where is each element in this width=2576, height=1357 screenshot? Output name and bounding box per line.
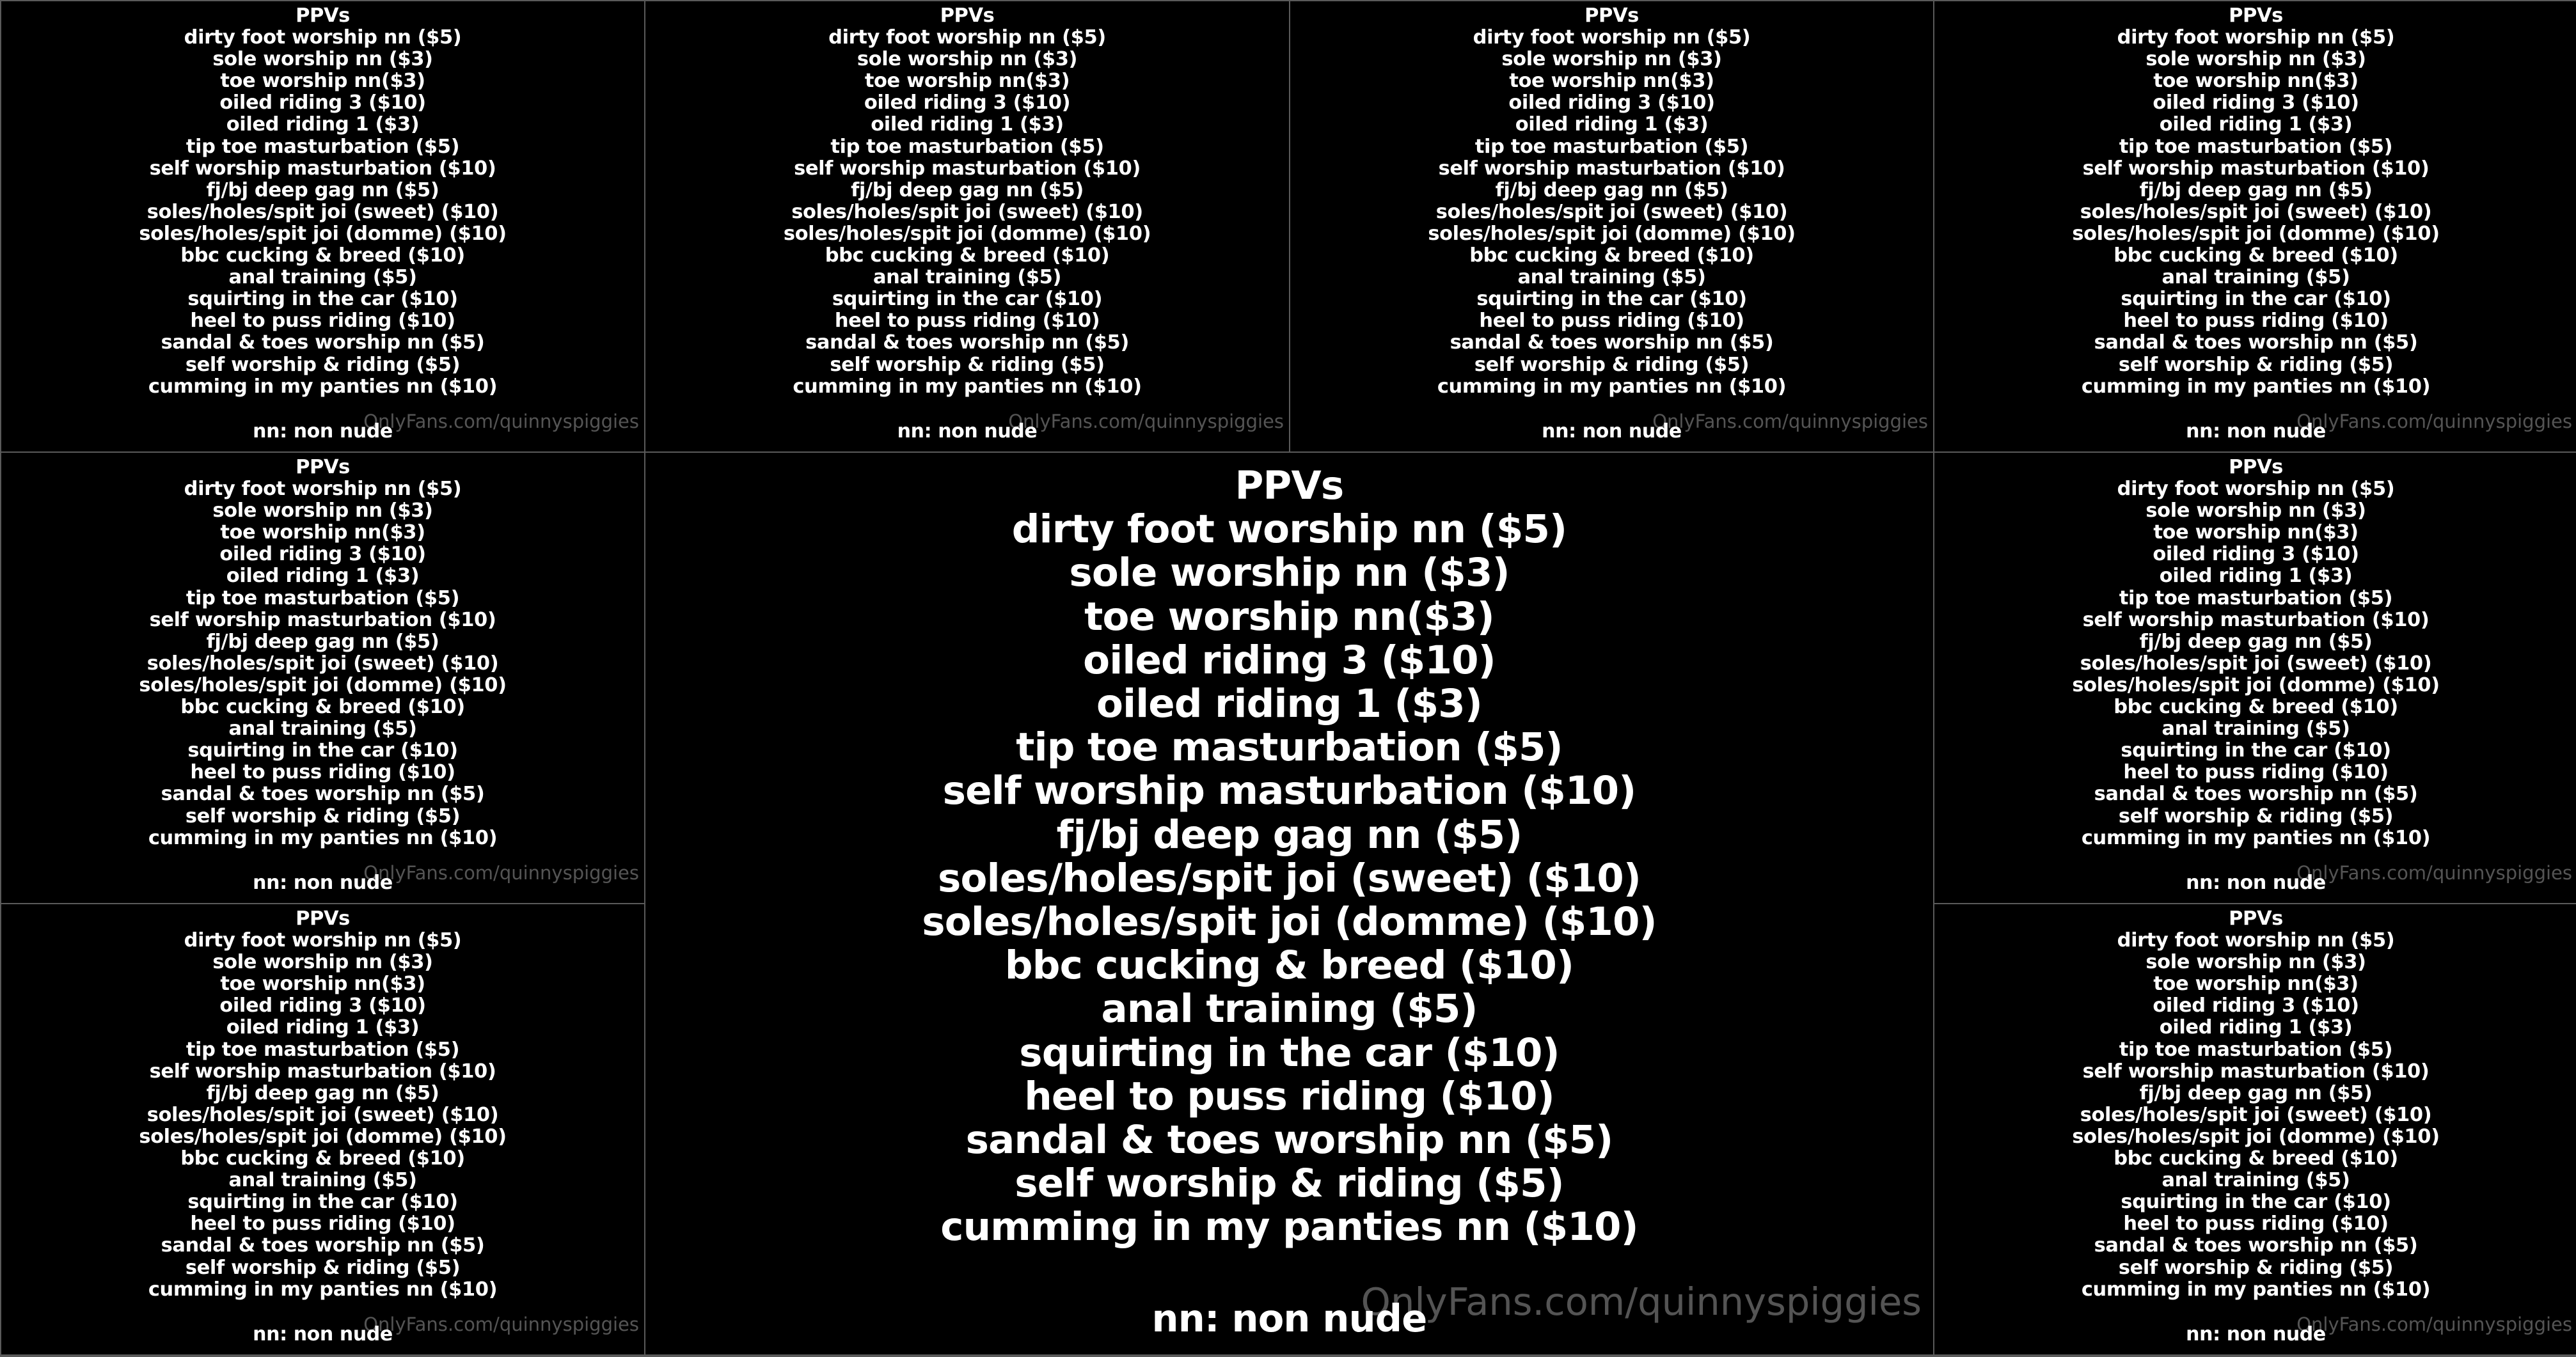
preview-tile bbox=[1, 904, 644, 1354]
ppv-item: sole worship nn ($3) bbox=[212, 499, 433, 522]
ppv-item: cumming in my panties nn ($10) bbox=[148, 1278, 498, 1301]
ppv-item: soles/holes/spit joi (domme) ($10) bbox=[139, 673, 507, 696]
ppv-list bbox=[1, 5, 644, 398]
ppv-item: toe worship nn($3) bbox=[220, 521, 425, 544]
ppv-item: oiled riding 1 ($3) bbox=[871, 113, 1064, 136]
ppv-item: soles/holes/spit joi (domme) ($10) bbox=[2072, 1125, 2440, 1148]
ppv-item: sandal & toes worship nn ($5) bbox=[161, 1234, 485, 1257]
ppv-item: oiled riding 1 ($3) bbox=[226, 565, 420, 588]
ppv-item: cumming in my panties nn ($10) bbox=[2081, 375, 2431, 398]
ppv-list bbox=[1934, 908, 2576, 1301]
ppv-item: tip toe masturbation ($5) bbox=[186, 586, 460, 609]
ppv-item: toe worship nn($3) bbox=[1509, 70, 1714, 93]
ppv-item: bbc cucking & breed ($10) bbox=[1469, 244, 1754, 267]
ppv-item: cumming in my panties nn ($10) bbox=[2081, 826, 2431, 849]
ppv-item: self worship masturbation ($10) bbox=[149, 157, 496, 180]
ppv-item: oiled riding 3 ($10) bbox=[2153, 91, 2359, 114]
ppv-list bbox=[1290, 5, 1933, 398]
ppv-item: heel to puss riding ($10) bbox=[190, 310, 455, 333]
footnote: nn: non nude bbox=[897, 420, 1038, 443]
ppv-item: fj/bj deep gag nn ($5) bbox=[1056, 812, 1522, 858]
ppv-title: PPVs bbox=[1235, 463, 1344, 508]
footnote: nn: non nude bbox=[1151, 1296, 1427, 1340]
watermark: OnlyFans.com/quinnyspiggies bbox=[1008, 411, 1284, 432]
ppv-item: soles/holes/spit joi (sweet) ($10) bbox=[1435, 200, 1788, 223]
ppv-item: bbc cucking & breed ($10) bbox=[180, 244, 465, 267]
ppv-item: self worship masturbation ($10) bbox=[2082, 157, 2430, 180]
ppv-item: oiled riding 3 ($10) bbox=[1508, 91, 1715, 114]
ppv-item: dirty foot worship nn ($5) bbox=[828, 26, 1106, 49]
ppv-item: soles/holes/spit joi (sweet) ($10) bbox=[2080, 1103, 2432, 1126]
ppv-item: tip toe masturbation ($5) bbox=[830, 135, 1104, 158]
ppv-item: self worship masturbation ($10) bbox=[2082, 608, 2430, 631]
ppv-item: squirting in the car ($10) bbox=[2121, 288, 2391, 311]
footnote: nn: non nude bbox=[2186, 872, 2326, 894]
preview-tile bbox=[1290, 1, 1933, 451]
ppv-item: tip toe masturbation ($5) bbox=[2119, 1038, 2393, 1061]
ppv-list bbox=[1, 457, 644, 849]
ppv-item: soles/holes/spit joi (domme) ($10) bbox=[139, 222, 507, 245]
ppv-item: sole worship nn ($3) bbox=[2145, 499, 2366, 522]
ppv-item: soles/holes/spit joi (domme) ($10) bbox=[2072, 673, 2440, 696]
preview-tile bbox=[1934, 1, 2576, 451]
ppv-item: sandal & toes worship nn ($5) bbox=[161, 783, 485, 806]
ppv-item: self worship & riding ($5) bbox=[185, 1256, 461, 1279]
ppv-item: fj/bj deep gag nn ($5) bbox=[851, 178, 1084, 201]
ppv-list bbox=[1934, 5, 2576, 398]
ppv-item: self worship & riding ($5) bbox=[2118, 353, 2394, 376]
ppv-item: bbc cucking & breed ($10) bbox=[180, 696, 465, 719]
ppv-item: squirting in the car ($10) bbox=[1476, 288, 1747, 311]
preview-tile bbox=[645, 1, 1289, 451]
ppv-item: fj/bj deep gag nn ($5) bbox=[1495, 178, 1728, 201]
ppv-item: sandal & toes worship nn ($5) bbox=[2094, 783, 2418, 806]
ppv-item: anal training ($5) bbox=[2161, 718, 2350, 741]
ppv-item: squirting in the car ($10) bbox=[187, 739, 458, 762]
ppv-item: tip toe masturbation ($5) bbox=[2119, 135, 2393, 158]
ppv-item: oiled riding 1 ($3) bbox=[1096, 681, 1483, 727]
preview-tile bbox=[1934, 453, 2576, 903]
ppv-item: oiled riding 1 ($3) bbox=[226, 1016, 420, 1039]
ppv-item: squirting in the car ($10) bbox=[2121, 739, 2391, 762]
ppv-item: bbc cucking & breed ($10) bbox=[2114, 696, 2398, 719]
ppv-item: soles/holes/spit joi (sweet) ($10) bbox=[146, 652, 499, 675]
ppv-item: sole worship nn ($3) bbox=[2145, 48, 2366, 71]
ppv-item: heel to puss riding ($10) bbox=[1479, 310, 1744, 333]
ppv-item: bbc cucking & breed ($10) bbox=[1004, 943, 1574, 989]
ppv-item: anal training ($5) bbox=[2161, 1169, 2350, 1192]
footnote: nn: non nude bbox=[253, 1323, 393, 1345]
ppv-title: PPVs bbox=[2229, 456, 2283, 478]
ppv-item: soles/holes/spit joi (sweet) ($10) bbox=[938, 855, 1641, 901]
ppv-list bbox=[645, 464, 1933, 1250]
ppv-title: PPVs bbox=[296, 4, 350, 27]
ppv-title: PPVs bbox=[2229, 907, 2283, 930]
footnote: nn: non nude bbox=[253, 420, 393, 443]
ppv-item: toe worship nn($3) bbox=[220, 70, 425, 93]
ppv-item: soles/holes/spit joi (domme) ($10) bbox=[1428, 222, 1796, 245]
watermark: OnlyFans.com/quinnyspiggies bbox=[363, 1314, 639, 1335]
ppv-item: fj/bj deep gag nn ($5) bbox=[206, 178, 439, 201]
ppv-item: self worship masturbation ($10) bbox=[1438, 157, 1785, 180]
ppv-item: tip toe masturbation ($5) bbox=[1016, 725, 1563, 771]
ppv-item: anal training ($5) bbox=[2161, 266, 2350, 289]
ppv-item: dirty foot worship nn ($5) bbox=[1011, 506, 1567, 553]
ppv-list bbox=[1934, 457, 2576, 849]
preview-tile bbox=[1, 453, 644, 903]
ppv-item: heel to puss riding ($10) bbox=[190, 1212, 455, 1235]
preview-tile-main bbox=[645, 453, 1933, 1354]
ppv-item: anal training ($5) bbox=[1101, 986, 1478, 1032]
ppv-item: oiled riding 1 ($3) bbox=[226, 113, 420, 136]
ppv-item: self worship masturbation ($10) bbox=[149, 608, 496, 631]
ppv-item: self worship & riding ($5) bbox=[2118, 1256, 2394, 1279]
footnote: nn: non nude bbox=[2186, 420, 2326, 443]
ppv-item: sandal & toes worship nn ($5) bbox=[2094, 331, 2418, 354]
ppv-item: heel to puss riding ($10) bbox=[1024, 1073, 1554, 1119]
ppv-item: oiled riding 3 ($10) bbox=[1083, 637, 1496, 683]
ppv-item: self worship & riding ($5) bbox=[1474, 353, 1750, 376]
ppv-item: oiled riding 3 ($10) bbox=[219, 91, 426, 114]
ppv-item: toe worship nn($3) bbox=[2153, 973, 2359, 996]
ppv-item: self worship & riding ($5) bbox=[2118, 804, 2394, 828]
ppv-item: tip toe masturbation ($5) bbox=[2119, 586, 2393, 609]
ppv-item: oiled riding 1 ($3) bbox=[2159, 1016, 2353, 1039]
ppv-title: PPVs bbox=[1584, 4, 1639, 27]
ppv-item: toe worship nn($3) bbox=[1084, 593, 1494, 639]
ppv-item: soles/holes/spit joi (domme) ($10) bbox=[922, 899, 1657, 945]
ppv-item: tip toe masturbation ($5) bbox=[186, 135, 460, 158]
ppv-item: oiled riding 1 ($3) bbox=[1515, 113, 1709, 136]
ppv-item: soles/holes/spit joi (sweet) ($10) bbox=[2080, 200, 2432, 223]
ppv-list bbox=[1, 908, 644, 1301]
ppv-item: heel to puss riding ($10) bbox=[834, 310, 1100, 333]
ppv-item: sandal & toes worship nn ($5) bbox=[965, 1117, 1613, 1163]
watermark: OnlyFans.com/quinnyspiggies bbox=[2296, 1314, 2572, 1335]
ppv-title: PPVs bbox=[940, 4, 995, 27]
ppv-item: oiled riding 3 ($10) bbox=[2153, 543, 2359, 566]
ppv-item: oiled riding 3 ($10) bbox=[219, 543, 426, 566]
ppv-item: sandal & toes worship nn ($5) bbox=[161, 331, 485, 354]
ppv-item: squirting in the car ($10) bbox=[187, 1191, 458, 1214]
ppv-item: self worship & riding ($5) bbox=[185, 804, 461, 828]
ppv-item: soles/holes/spit joi (sweet) ($10) bbox=[146, 200, 499, 223]
watermark: OnlyFans.com/quinnyspiggies bbox=[2296, 862, 2572, 884]
ppv-item: sole worship nn ($3) bbox=[212, 48, 433, 71]
ppv-title: PPVs bbox=[296, 907, 350, 930]
ppv-item: self worship masturbation ($10) bbox=[942, 768, 1636, 814]
ppv-item: fj/bj deep gag nn ($5) bbox=[206, 1081, 439, 1104]
ppv-item: fj/bj deep gag nn ($5) bbox=[2139, 178, 2373, 201]
footnote: nn: non nude bbox=[1542, 420, 1682, 443]
ppv-item: soles/holes/spit joi (domme) ($10) bbox=[139, 1125, 507, 1148]
ppv-item: sandal & toes worship nn ($5) bbox=[1450, 331, 1774, 354]
watermark: OnlyFans.com/quinnyspiggies bbox=[1361, 1280, 1922, 1324]
ppv-item: toe worship nn($3) bbox=[220, 973, 425, 996]
watermark: OnlyFans.com/quinnyspiggies bbox=[363, 411, 639, 432]
ppv-item: self worship & riding ($5) bbox=[830, 353, 1105, 376]
ppv-item: tip toe masturbation ($5) bbox=[1474, 135, 1749, 158]
ppv-item: soles/holes/spit joi (domme) ($10) bbox=[2072, 222, 2440, 245]
ppv-item: anal training ($5) bbox=[228, 266, 417, 289]
ppv-item: sole worship nn ($3) bbox=[1501, 48, 1722, 71]
ppv-item: squirting in the car ($10) bbox=[2121, 1191, 2391, 1214]
ppv-item: squirting in the car ($10) bbox=[1019, 1030, 1560, 1076]
ppv-item: heel to puss riding ($10) bbox=[2123, 1212, 2389, 1235]
ppv-item: toe worship nn($3) bbox=[2153, 70, 2359, 93]
ppv-item: heel to puss riding ($10) bbox=[2123, 761, 2389, 784]
ppv-item: anal training ($5) bbox=[228, 1169, 417, 1192]
ppv-item: oiled riding 1 ($3) bbox=[2159, 113, 2353, 136]
ppv-item: bbc cucking & breed ($10) bbox=[825, 244, 1110, 267]
ppv-item: sole worship nn ($3) bbox=[1069, 550, 1510, 596]
ppv-item: dirty foot worship nn ($5) bbox=[2117, 478, 2395, 501]
ppv-item: soles/holes/spit joi (sweet) ($10) bbox=[146, 1103, 499, 1126]
ppv-item: heel to puss riding ($10) bbox=[190, 761, 455, 784]
ppv-item: cumming in my panties nn ($10) bbox=[148, 826, 498, 849]
ppv-item: anal training ($5) bbox=[1517, 266, 1706, 289]
ppv-item: cumming in my panties nn ($10) bbox=[793, 375, 1142, 398]
ppv-item: heel to puss riding ($10) bbox=[2123, 310, 2389, 333]
ppv-item: anal training ($5) bbox=[228, 718, 417, 741]
ppv-title: PPVs bbox=[296, 456, 350, 478]
ppv-item: soles/holes/spit joi (sweet) ($10) bbox=[2080, 652, 2432, 675]
ppv-item: dirty foot worship nn ($5) bbox=[184, 929, 462, 952]
ppv-item: fj/bj deep gag nn ($5) bbox=[2139, 630, 2373, 653]
ppv-item: sandal & toes worship nn ($5) bbox=[805, 331, 1129, 354]
ppv-title: PPVs bbox=[2229, 4, 2283, 27]
watermark: OnlyFans.com/quinnyspiggies bbox=[2296, 411, 2572, 432]
ppv-item: sole worship nn ($3) bbox=[2145, 951, 2366, 974]
preview-tile bbox=[1934, 904, 2576, 1354]
ppv-item: oiled riding 3 ($10) bbox=[864, 91, 1071, 114]
ppv-item: oiled riding 3 ($10) bbox=[2153, 994, 2359, 1017]
ppv-list bbox=[645, 5, 1289, 398]
watermark: OnlyFans.com/quinnyspiggies bbox=[363, 862, 639, 884]
ppv-item: soles/holes/spit joi (domme) ($10) bbox=[783, 222, 1151, 245]
ppv-item: sole worship nn ($3) bbox=[212, 951, 433, 974]
footnote: nn: non nude bbox=[253, 872, 393, 894]
ppv-item: cumming in my panties nn ($10) bbox=[940, 1204, 1638, 1250]
ppv-item: fj/bj deep gag nn ($5) bbox=[206, 630, 439, 653]
ppv-item: squirting in the car ($10) bbox=[187, 288, 458, 311]
ppv-item: cumming in my panties nn ($10) bbox=[1437, 375, 1787, 398]
ppv-item: dirty foot worship nn ($5) bbox=[1473, 26, 1751, 49]
ppv-item: cumming in my panties nn ($10) bbox=[2081, 1278, 2431, 1301]
ppv-item: oiled riding 1 ($3) bbox=[2159, 565, 2353, 588]
ppv-item: dirty foot worship nn ($5) bbox=[2117, 26, 2395, 49]
ppv-item: tip toe masturbation ($5) bbox=[186, 1038, 460, 1061]
ppv-item: oiled riding 3 ($10) bbox=[219, 994, 426, 1017]
ppv-item: sole worship nn ($3) bbox=[857, 48, 1078, 71]
ppv-item: dirty foot worship nn ($5) bbox=[184, 26, 462, 49]
ppv-item: self worship & riding ($5) bbox=[1015, 1161, 1564, 1207]
ppv-item: dirty foot worship nn ($5) bbox=[184, 478, 462, 501]
ppv-item: self worship masturbation ($10) bbox=[794, 157, 1141, 180]
ppv-item: sandal & toes worship nn ($5) bbox=[2094, 1234, 2418, 1257]
footnote: nn: non nude bbox=[2186, 1323, 2326, 1345]
ppv-item: bbc cucking & breed ($10) bbox=[2114, 1147, 2398, 1170]
ppv-item: dirty foot worship nn ($5) bbox=[2117, 929, 2395, 952]
ppv-item: toe worship nn($3) bbox=[2153, 521, 2359, 544]
ppv-item: self worship & riding ($5) bbox=[185, 353, 461, 376]
ppv-item: self worship masturbation ($10) bbox=[2082, 1060, 2430, 1083]
ppv-item: anal training ($5) bbox=[873, 266, 1062, 289]
ppv-item: self worship masturbation ($10) bbox=[149, 1060, 496, 1083]
ppv-item: bbc cucking & breed ($10) bbox=[2114, 244, 2398, 267]
ppv-item: cumming in my panties nn ($10) bbox=[148, 375, 498, 398]
ppv-item: toe worship nn($3) bbox=[864, 70, 1070, 93]
ppv-item: fj/bj deep gag nn ($5) bbox=[2139, 1081, 2373, 1104]
watermark: OnlyFans.com/quinnyspiggies bbox=[1652, 411, 1928, 432]
preview-tile bbox=[1, 1, 644, 451]
ppv-item: squirting in the car ($10) bbox=[832, 288, 1103, 311]
ppv-item: soles/holes/spit joi (sweet) ($10) bbox=[791, 200, 1143, 223]
ppv-item: bbc cucking & breed ($10) bbox=[180, 1147, 465, 1170]
